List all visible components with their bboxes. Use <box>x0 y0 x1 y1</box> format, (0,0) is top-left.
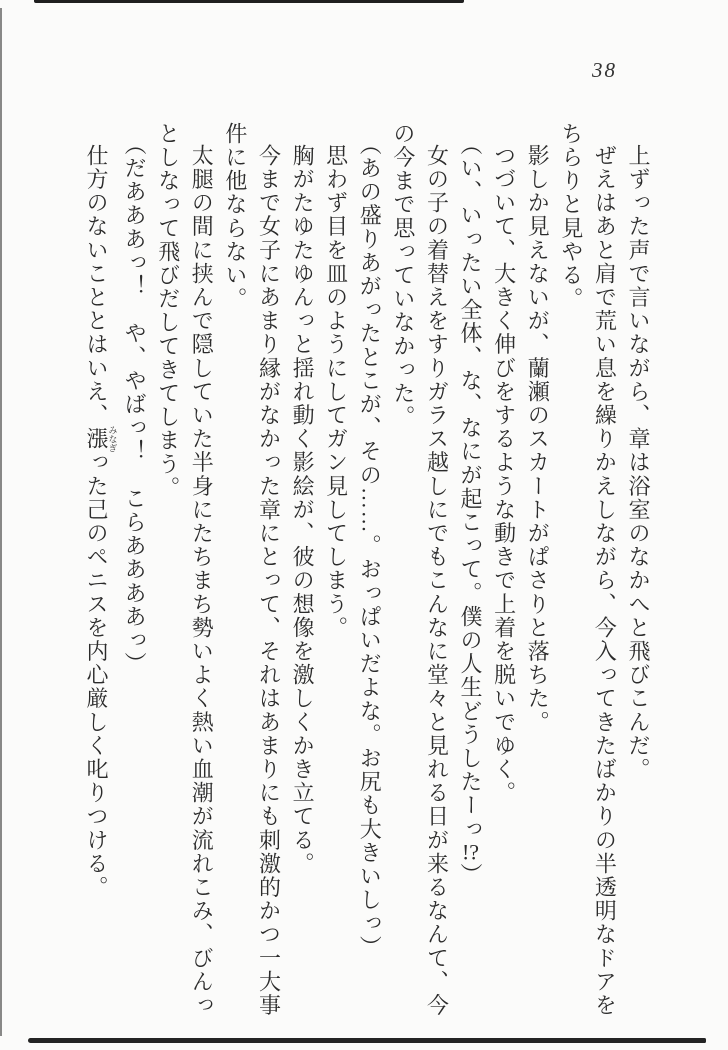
text-line: の今まで思っていなかった。 <box>390 122 416 429</box>
text-line: ちらりと見やる。 <box>558 122 584 311</box>
text-line: （あの盛りあがったとこが、その……。おっぱいだよな。お尻も大きいしっ） <box>357 133 383 959</box>
text-line: 女の子の着替えをすりガラス越しにでもこんなに堂々と見れる日が来るなんて、今 <box>424 144 450 1018</box>
text-line: （だあああっ！ や、やばっ！ こらああああっ） <box>122 133 148 676</box>
text-line: 太腿の間に挟んで隠していた半身にたちまち勢いよく熱い血潮が流れこみ、びんっ <box>189 144 215 1018</box>
ruby-annotated-word: 漲みなぎ <box>84 425 118 453</box>
page-number: 38 <box>592 58 617 82</box>
text-line: 今まで女子にあまり縁がなかった章にとって、それはあまりにも刺激的かつ一大事 <box>256 144 282 1018</box>
scan-edge-left <box>0 8 2 1036</box>
scan-edge-bottom <box>28 1038 706 1043</box>
text-line: 思わず目を皿のようにしてガン見してしまう。 <box>323 144 349 640</box>
tatechuyoko-punctuation: !? <box>461 841 480 863</box>
text-line: 上ずった声で言いながら、章は浴室のなかへと飛びこんだ。 <box>626 144 651 782</box>
text-line: 影しか見えないが、蘭瀬のスカートがぱさりと落ちた。 <box>525 144 551 734</box>
text-line: としなって飛びだしてきてしまう。 <box>155 122 181 500</box>
text-line: つづいて、大きく伸びをするような動きで上着を脱いでゆく。 <box>491 144 517 805</box>
text-line: 件に他ならない。 <box>222 122 248 311</box>
text-block <box>79 122 655 1024</box>
text-line: 胸がたゆたゆんっと揺れ動く影絵が、彼の想像を激しくかき立てる。 <box>290 144 316 876</box>
text-line: ぜえはあと肩で荒い息を繰りかえしながら、今入ってきたばかりの半透明なドアを <box>592 144 618 1018</box>
scan-edge-top <box>34 0 464 3</box>
text-line: （い、いったい全体、な、なにが起こって。僕の人生どうしたーっ!?） <box>458 133 484 887</box>
text-line: 仕方のないこととはいえ、漲みなぎった己のペニスを内心厳しく叱りつける。 <box>84 144 118 900</box>
